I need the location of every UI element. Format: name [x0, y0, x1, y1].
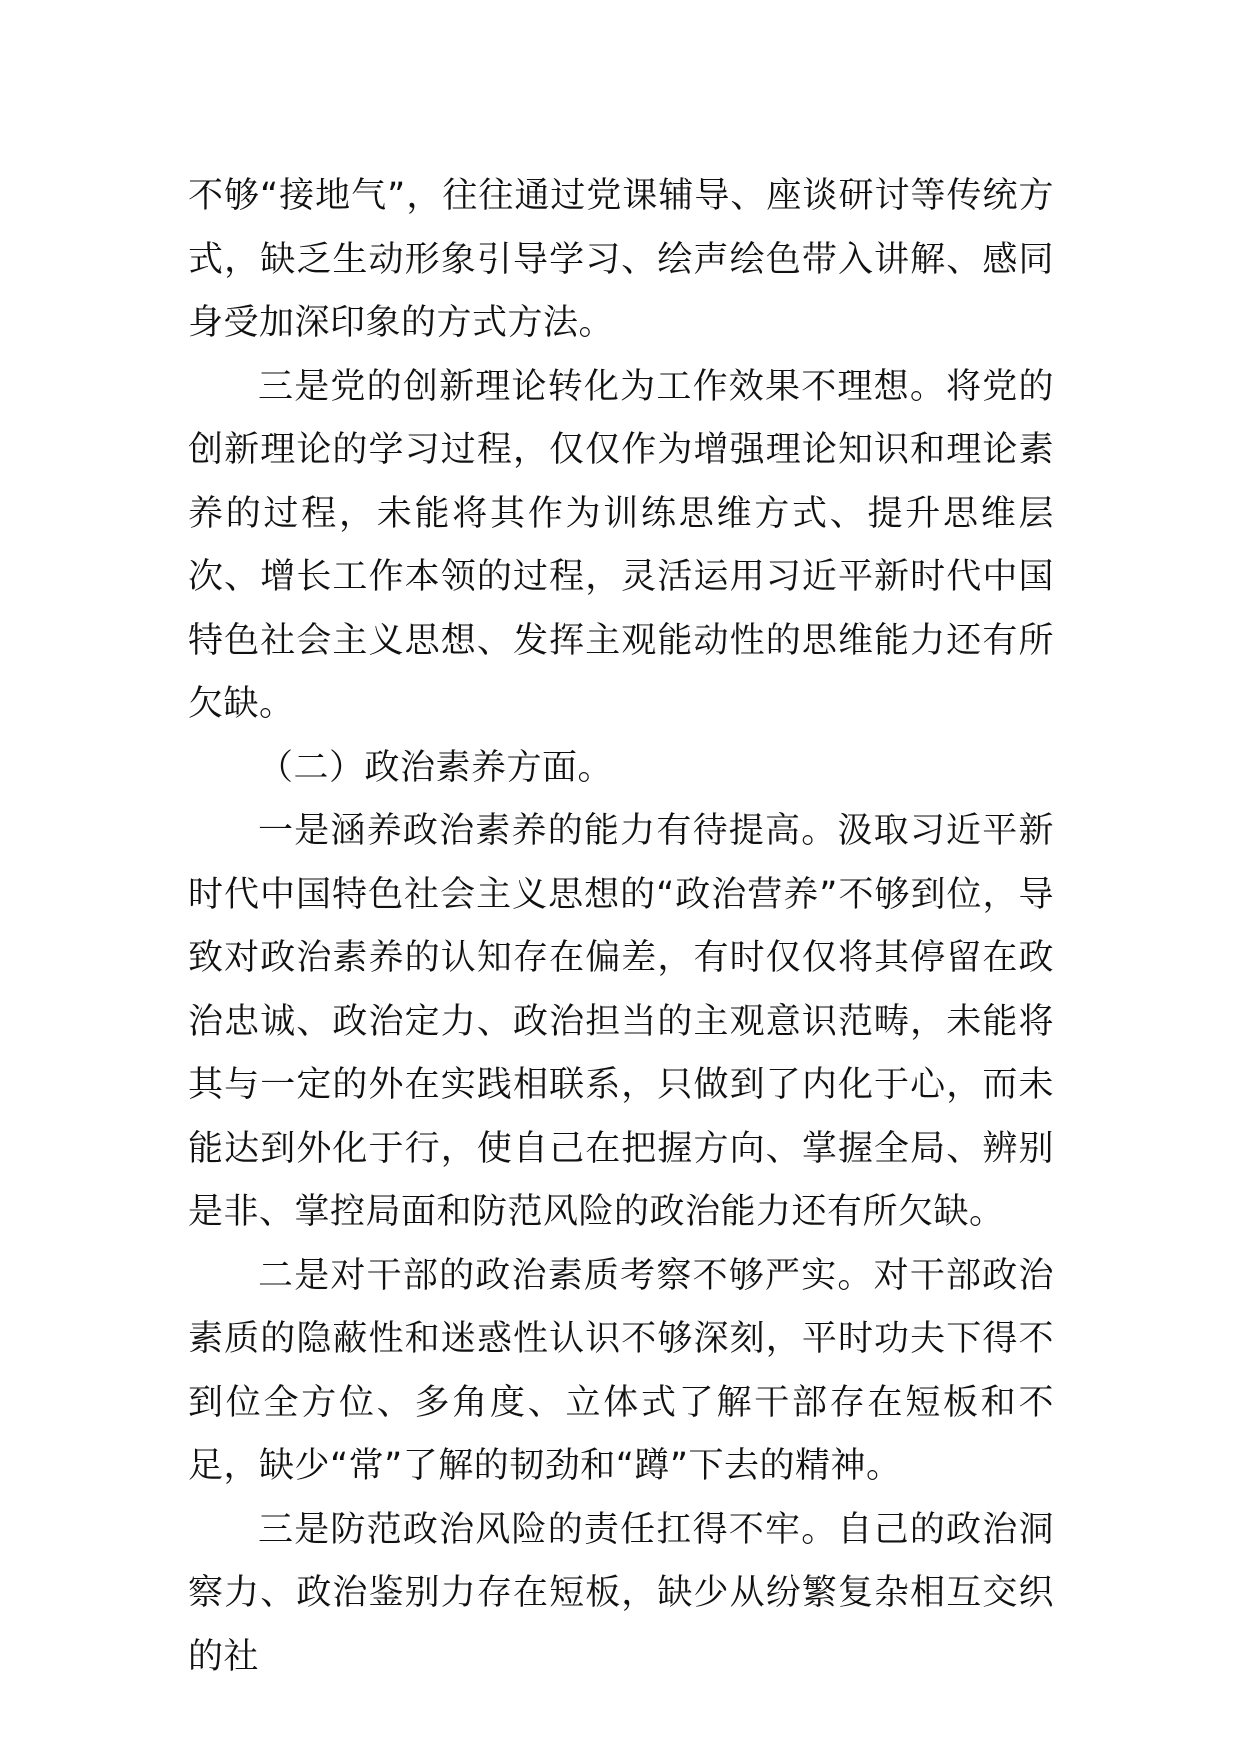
paragraph-continuation: 不够“接地气”，往往通过党课辅导、座谈研讨等传统方式，缺乏生动形象引导学习、绘声绘色带入讲解、感同身受加深印象的方式方法。: [188, 176, 1054, 343]
document-body: [188, 165, 1054, 1689]
paragraph-political-risk: 三是防范政治风险的责任扛得不牢。自己的政治洞察力、政治鉴别力存在短板，缺少从纷繁复杂相互交织的社: [188, 1509, 1054, 1677]
paragraph-cultivating-literacy: 一是涵养政治素养的能力有待提高。汲取习近平新时代中国特色社会主义思想的“政治营养”不够到位，导致对政治素养的认知存在偏差，有时仅仅将其停留在政治忠诚、政治定力、政治担当的主观意识范畴，未能将其与一定的外在实践相联系，只做到了内化于心，而未能达到外化于行，使自己在把握方向、掌握全局、辨别是非、掌控局面和防范风险的政治能力还有所欠缺。: [188, 811, 1054, 1232]
section-heading-political-literacy: （二）政治素养方面。: [258, 747, 614, 788]
paragraph-cadre-inspection: 二是对干部的政治素质考察不够严实。对干部政治素质的隐蔽性和迷惑性认识不够深刻，平时功夫下得不到位全方位、多角度、立体式了解干部存在短板和不足，缺少“常”了解的韧劲和“蹲”下去的精神。: [188, 1255, 1054, 1486]
paragraph-theory-conversion: 三是党的创新理论转化为工作效果不理想。将党的创新理论的学习过程，仅仅作为增强理论知识和理论素养的过程，未能将其作为训练思维方式、提升思维层次、增长工作本领的过程，灵活运用习近平新时代中国特色社会主义思想、发挥主观能动性的思维能力还有所欠缺。: [188, 366, 1054, 724]
